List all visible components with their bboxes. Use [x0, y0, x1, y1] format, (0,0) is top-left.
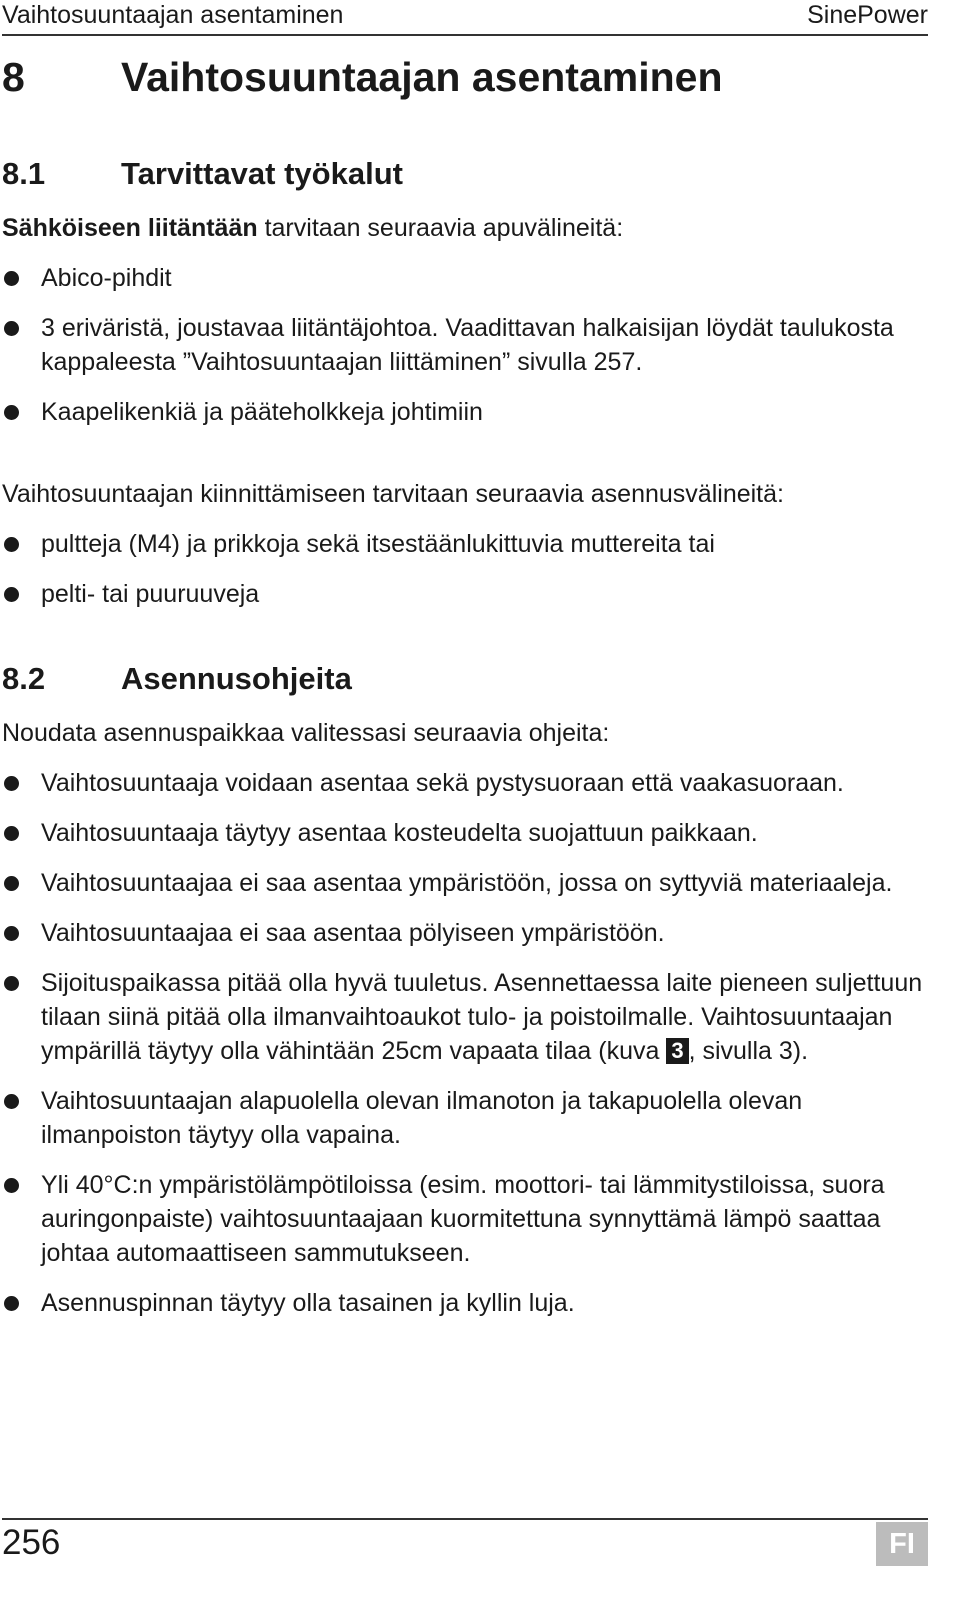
chapter-number: 8 [2, 54, 25, 100]
tool-list-electrical [0, 261, 930, 445]
paragraph-electrical [2, 211, 623, 245]
list-item-text: pultteja (M4) ja prikkoja sekä itsestäänlukittuvia muttereita tai [41, 530, 715, 558]
list-item [0, 527, 930, 561]
bullet-dot [4, 1094, 19, 1109]
instruction-list [0, 766, 930, 1336]
figure-ref-badge: 3 [666, 1038, 688, 1064]
list-item-text: Vaihtosuuntaaja täytyy asentaa kosteudelta suojattuun paikkaan. [41, 819, 758, 847]
bullet-dot [4, 976, 19, 991]
list-item [0, 866, 930, 900]
tool-list-mounting [0, 527, 930, 627]
bold-lead: Sähköiseen liitäntään [2, 214, 258, 242]
page-number: 256 [2, 1523, 61, 1562]
bullet-dot [4, 826, 19, 841]
list-item [0, 766, 930, 800]
language-badge: FI [876, 1522, 928, 1566]
list-item [0, 311, 930, 379]
chapter-title: Vaihtosuuntaajan asentaminen [121, 54, 723, 100]
bullet-dot [4, 876, 19, 891]
list-item [0, 577, 930, 611]
bullet-dot [4, 587, 19, 602]
list-item [0, 966, 930, 1068]
bullet-dot [4, 1296, 19, 1311]
list-item-text: 3 eriväristä, joustavaa liitäntäjohtoa. Vaadittavan halkaisijan löydät taulukosta kappaleesta ”Vaihtosuuntaajan liittäminen” sivulla 257. [41, 314, 894, 376]
list-item [0, 916, 930, 950]
list-item-text: Vaihtosuuntaajan alapuolella olevan ilmanoton ja takapuolella olevan ilmanpoiston täytyy olla vapaina. [41, 1087, 803, 1149]
list-item [0, 816, 930, 850]
header-brand: SinePower [807, 1, 928, 29]
bullet-dot [4, 271, 19, 286]
paragraph-text: tarvitaan seuraavia apuvälineitä: [257, 214, 624, 242]
header-title: Vaihtosuuntaajan asentaminen [2, 1, 344, 29]
bullet-dot [4, 537, 19, 552]
list-item-text: Vaihtosuuntaajaa ei saa asentaa pölyiseen ympäristöön. [41, 919, 665, 947]
list-item-text: , sivulla 3). [688, 1037, 809, 1065]
list-item [0, 1168, 930, 1270]
list-item-text: Sijoituspaikassa pitää olla hyvä tuuletus. Asennettaessa laite pieneen suljettuun tilaan siinä pitää olla ilmanvaihtoaukot tulo- ja poistoilmalle. Vaihtosuuntaajan ympärillä täytyy olla vähintään 25cm vapaata tilaa (kuva [41, 969, 923, 1065]
bullet-dot [4, 405, 19, 420]
list-item [0, 1286, 930, 1320]
bullet-dot [4, 926, 19, 941]
section-title: Asennusohjeita [121, 661, 352, 696]
list-item-text: pelti- tai puuruuveja [41, 580, 260, 608]
list-item [0, 261, 930, 295]
bullet-dot [4, 776, 19, 791]
list-item-text: Vaihtosuuntaaja voidaan asentaa sekä pystysuoraan että vaakasuoraan. [41, 769, 844, 797]
bullet-dot [4, 321, 19, 336]
bullet-dot [4, 1178, 19, 1193]
section-title: Tarvittavat työkalut [121, 156, 403, 191]
section-number: 8.1 [2, 156, 46, 191]
paragraph-mounting: Vaihtosuuntaajan kiinnittämiseen tarvitaan seuraavia asennusvälineitä: [2, 480, 784, 508]
list-item-text: Yli 40°C:n ympäristölämpötiloissa (esim. moottori- tai lämmitystiloissa, suora auringonpaiste) vaihtosuuntaajaan kuormitettuna synnyttämä lämpö saattaa johtaa automaattiseen sammutukseen. [41, 1171, 885, 1267]
running-header [2, 0, 928, 36]
list-item [0, 395, 930, 429]
section-number: 8.2 [2, 661, 46, 696]
footer-divider [2, 1518, 928, 1520]
list-item-text: Kaapelikenkiä ja pääteholkkeja johtimiin [41, 398, 483, 426]
list-item [0, 1084, 930, 1152]
paragraph-instructions: Noudata asennuspaikkaa valitessasi seuraavia ohjeita: [2, 719, 610, 747]
list-item-text: Abico-pihdit [41, 264, 172, 292]
list-item-text: Asennuspinnan täytyy olla tasainen ja kyllin luja. [41, 1289, 575, 1317]
list-item-text: Vaihtosuuntaajaa ei saa asentaa ympäristöön, jossa on syttyviä materiaaleja. [41, 869, 893, 897]
